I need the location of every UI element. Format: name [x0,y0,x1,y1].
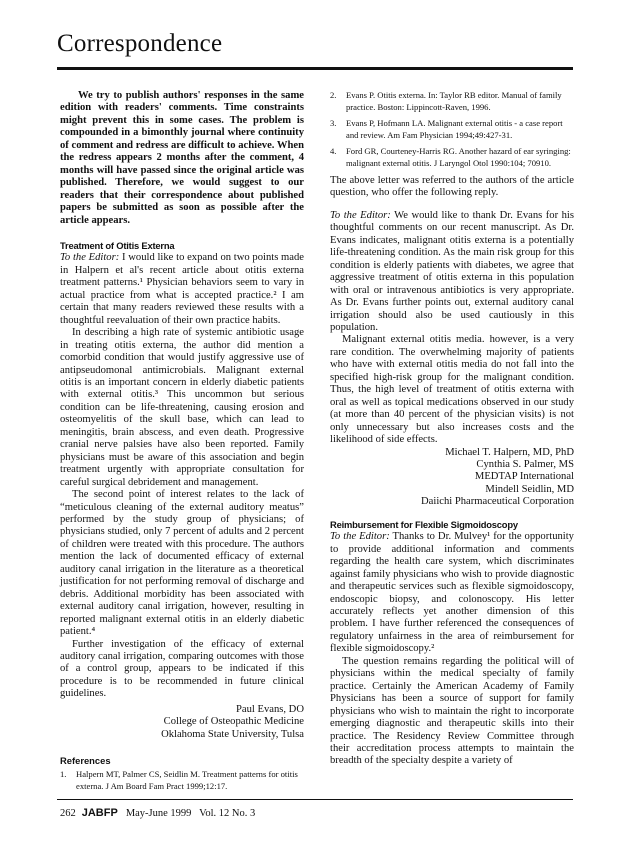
letter1-salutation: To the Editor: [60,252,120,264]
letter2-salutation: To the Editor: [330,531,390,543]
letter-heading-otitis: Treatment of Otitis Externa [60,239,175,251]
signature-line: Oklahoma State University, Tulsa [161,728,304,740]
letter1-paragraph-2: In describing a high rate of systemic antibiotic usage in treating otitis externa, the author did mention a comorbid condition that would justify aggressive use of antipseudomonal antimicrobials. Malignant external otitis is an important concern in elderly diabetic patients with external otitis.³ This uncommon but serious condition can be life-threatening, causing erosion and osteomyelitis of the skull base, which can lead to meningitis, brain abscess, and even death. Progressive cranial nerve palsies have also been reported. Family physicians must be aware of this association and begin treatment urgently with appropriate consultation for careful surgical debridement and management. [60,327,304,488]
title-rule [57,67,573,70]
reply-paragraph-2: Malignant external otitis media. however, is a very rare condition. The overwhelming majority of patients who have with external otitis media do not fall into the specified high-risk group for the malignant condition. Thus, the high level of treatment of otitis externa with oral as well as topical medications observed in our study (at more than 40 percent of the physician visits) is not only unnecessary but also increases costs and the likelihood of side effects. [330,334,574,446]
signature-line: Cynthia S. Palmer, MS [476,458,574,470]
journal-name: JABFP [81,807,118,819]
page-footer [60,807,255,819]
letter2-paragraph-1: To the Editor: Thanks to Dr. Mulvey¹ for the opportunity to provide additional information and comments regarding the health care system, which discriminates against family physicians who wish to provide diagnostic and therapeutic services such as flexible sigmoidoscopy, endoscopic biopsy, and colonoscopy. His letter accurately reflects yet another dimension of this problem. I have further referenced the consequences of regulatory unfairness in the area of reimbursement for flexible sigmoidoscopy.² [330,531,574,655]
reference-item: 1. Halpern MT, Palmer CS, Seidlin M. Treatment patterns for otitis externa. J Am Board Fam Pract 1999;12:17. [60,769,298,791]
signature-line: Paul Evans, DO [236,703,304,715]
references-list-continued [330,90,574,169]
signature-line: Daiichi Pharmaceutical Corporation [421,496,574,508]
signature-line: Mindell Seidlin, MD [485,483,574,495]
right-column [330,90,574,768]
signature-line: Michael T. Halpern, MD, PhD [445,446,574,458]
page-title: Correspondence [57,30,223,57]
signature-line: MEDTAP International [474,471,574,483]
letter-heading-sigmoidoscopy: Reimbursement for Flexible Sigmoidoscopy [330,518,518,530]
reply-paragraph-1: To the Editor: We would like to thank Dr. Evans for his thoughtful comments on our recent manuscript. As Dr. Evans indicates, malignant otitis externa is a potentially life-threatening condition. As the main risk group for this condition is elderly patients with diabetes, we agree that aggressive treatment of otitis externa in this population with oral or intravenous antibiotics is very appropriate. As Dr. Evans further points out, external auditory canal irrigation should also be used cautiously in this population. [330,209,574,333]
reply-salutation: To the Editor: [330,209,391,221]
footer-rule [57,799,573,800]
letter1-paragraph-1 [60,252,304,327]
letter2-paragraph-2: The question remains regarding the political will of physicians within the medical specialty of family practice. Certainly the American Academy of Family Physicians has been a source of support for family physicians who wish to maintain the right to incorporate emerging diagnostic and therapeutic skills into their practice. The Residency Review Committee through their accreditation process attempts to maintain the breadth of the specialty despite a variety of [330,655,574,767]
letter1-paragraph-4: Further investigation of the efficacy of external auditory canal irrigation, comparing outcomes with those of a control group, appears to be indicated if this procedure is to be recommended in future clinical guidelines. [60,638,304,700]
left-column [60,90,304,797]
letter1-signature [60,704,304,741]
letter1-paragraph-3: The second point of interest relates to the lack of “meticulous cleaning of the external auditory meatus” performed by the study group of physicians; of physicians studied, only 7 percent of adults and 2 percent of children were treated with this procedure. The authors mention the lack of documented efficacy of external auditory canal irrigation in the literature as a theoretical justification for not performing removal of discharge and debris. Additional morbidity has been associated with external auditory canal irrigation, however, resulting in reported malignant external otitis in an elderly diabetic patient.⁴ [60,489,304,638]
reference-item: 3. Evans P, Hofmann LA. Malignant external otitis - a case report and review. Am Fam Physician 1994;49:427-31. [330,118,563,140]
references-heading: References [60,755,111,767]
reply-note: The above letter was referred to the authors of the article question, who offer the following reply. [330,175,574,199]
page-number: 262 [60,808,76,819]
reply-signature [330,447,574,509]
editorial-note: We try to publish authors' responses in the same edition with readers' comments. Time constraints might prevent this in some cases. The problem is compounded in a bimonthly journal where continuity of comment and redress are difficult to achieve. When the redress appears 2 months after the comment, 4 months will have passed since the original article was published. Therefore, we would suggest to our readers that their correspondence about published papers be submitted as soon as possible after the article appears. [60,90,304,226]
issue-info: May-June 1999 Vol. 12 No. 3 [125,808,256,819]
letter1-p1-text: I would like to expand on two points made in Halpern et al's recent article about otitis externa treatment patterns.¹ Physician behaviors seem to vary in actual practice from what is accepted practice.² I am certain that many readers reviewed these results with a thoughtful reevaluation of their own practice habits. [60,252,304,326]
reference-item: 2. Evans P. Otitis externa. In: Taylor RB editor. Manual of family practice. Boston: Lippincott-Raven, 1996. [330,90,562,112]
reference-item: 4. Ford GR, Courteney-Harris RG. Another hazard of ear syringing: malignant external otitis. J Laryngol Otol 1990:104; 70910. [330,146,571,168]
signature-line: College of Osteopathic Medicine [163,716,304,728]
references-list [60,769,304,792]
